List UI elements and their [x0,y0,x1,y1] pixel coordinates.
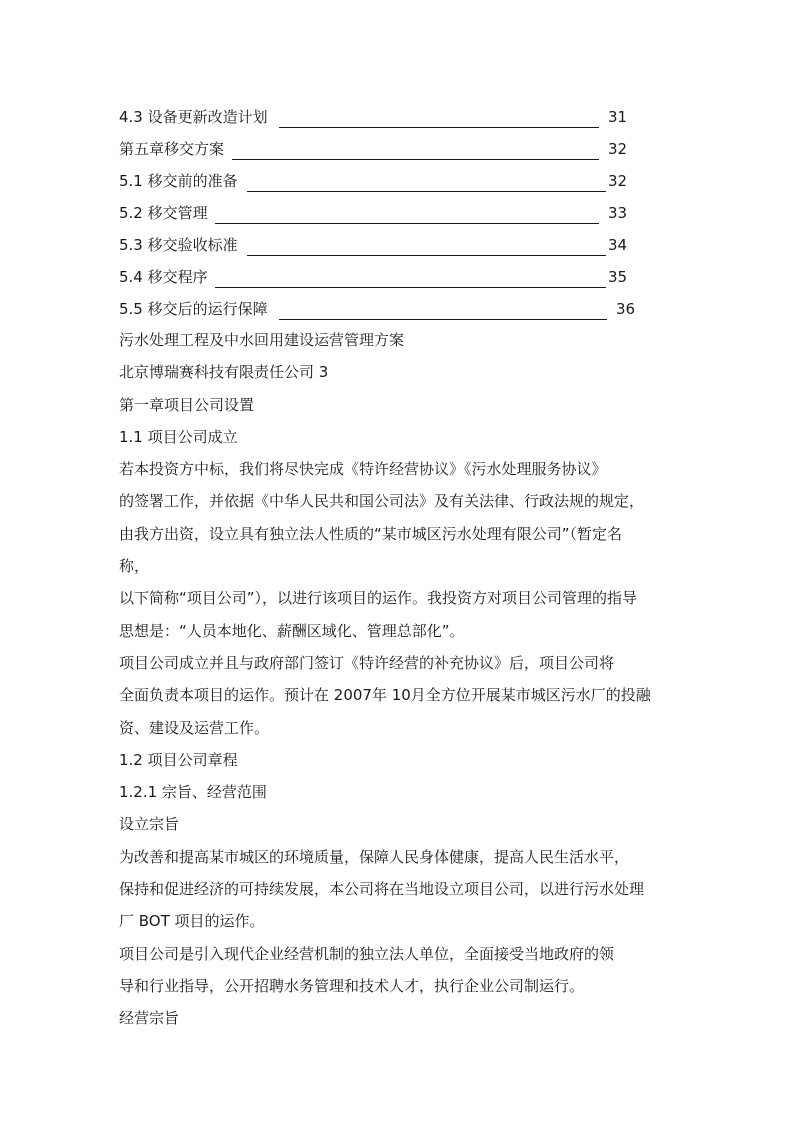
running-header-title: 污水处理工程及中水回用建设运营管理方案 [119,331,405,349]
toc-leader-line [279,127,599,128]
paragraph-line: 的签署工作，并依据《中华人民共和国公司法》及有关法律、行政法规的规定， [119,492,645,511]
paragraph-line: 称， [119,557,150,576]
paragraph-line: 资、建设及运营工作。 [119,718,270,737]
toc-leader-line [215,223,599,224]
toc-leader-line [232,159,599,160]
toc-page-number: 33 [608,204,628,222]
subheading: 经营宗旨 [119,1009,180,1028]
section-heading: 1.2 项目公司章程 [119,750,238,769]
toc-leader-line [215,287,606,288]
toc-entry[interactable] [119,168,679,200]
toc-leader-line [247,255,606,256]
section-heading: 1.1 项目公司成立 [119,427,238,446]
document-body [119,328,689,1039]
paragraph-line: 若本投资方中标，我们将尽快完成《特许经营协议》《污水处理服务协议》 [119,460,607,479]
paragraph-line: 以下简称“项目公司”），以进行该项目的运作。我投资方对项目公司管理的指导 [119,589,638,608]
paragraph-line: 思想是：“人员本地化、薪酬区域化、管理总部化”。 [119,621,465,640]
paragraph-line: 保持和促进经济的可持续发展，本公司将在当地设立项目公司，以进行污水处理 [119,880,645,899]
toc-page-number: 32 [608,140,628,158]
chapter-heading: 第一章项目公司设置 [119,395,255,414]
subsection-heading: 1.2.1 宗旨、经营范围 [119,783,267,802]
toc-entry-label: 5.5 移交后的运行保障 [119,300,268,318]
toc-entry[interactable] [119,104,679,136]
toc-page-number: 31 [608,108,628,126]
toc-entry[interactable] [119,136,679,168]
toc-entry-label: 5.2 移交管理 [119,204,208,222]
toc-entry-label: 5.1 移交前的准备 [119,172,238,190]
toc-page-number: 34 [608,236,628,254]
paragraph-line: 厂 BOT 项目的运作。 [119,912,265,931]
table-of-contents [119,104,679,328]
toc-entry-label: 4.3 设备更新改造计划 [119,108,268,126]
toc-entry-label: 5.3 移交验收标准 [119,236,238,254]
toc-entry[interactable] [119,296,679,328]
toc-page-number: 32 [608,172,628,190]
toc-entry-label: 5.4 移交程序 [119,268,208,286]
paragraph-line: 全面负责本项目的运作。预计在 2007年 10月全方位开展某市城区污水厂的投融 [119,686,651,705]
toc-entry-label: 第五章移交方案 [119,140,225,158]
toc-entry[interactable] [119,264,679,296]
paragraph-line: 项目公司成立并且与政府部门签订《特许经营的补充协议》后，项目公司将 [119,653,615,672]
paragraph-line: 为改善和提高某市城区的环境质量，保障人民身体健康，提高人民生活水平， [119,847,630,866]
toc-page-number: 36 [616,300,636,318]
toc-entry[interactable] [119,232,679,264]
paragraph-line: 由我方出资，设立具有独立法人性质的“某市城区污水处理有限公司”（暂定名 [119,524,623,543]
subheading: 设立宗旨 [119,815,180,834]
toc-leader-line [247,191,606,192]
toc-page-number: 35 [608,268,628,286]
toc-leader-line [279,319,607,320]
paragraph-line: 项目公司是引入现代企业经营机制的独立法人单位，全面接受当地政府的领 [119,944,615,963]
paragraph-line: 导和行业指导，公开招聘水务管理和技术人才，执行企业公司制运行。 [119,976,585,995]
running-header-company: 北京博瑞赛科技有限责任公司 3 [119,363,329,382]
toc-entry[interactable] [119,200,679,232]
